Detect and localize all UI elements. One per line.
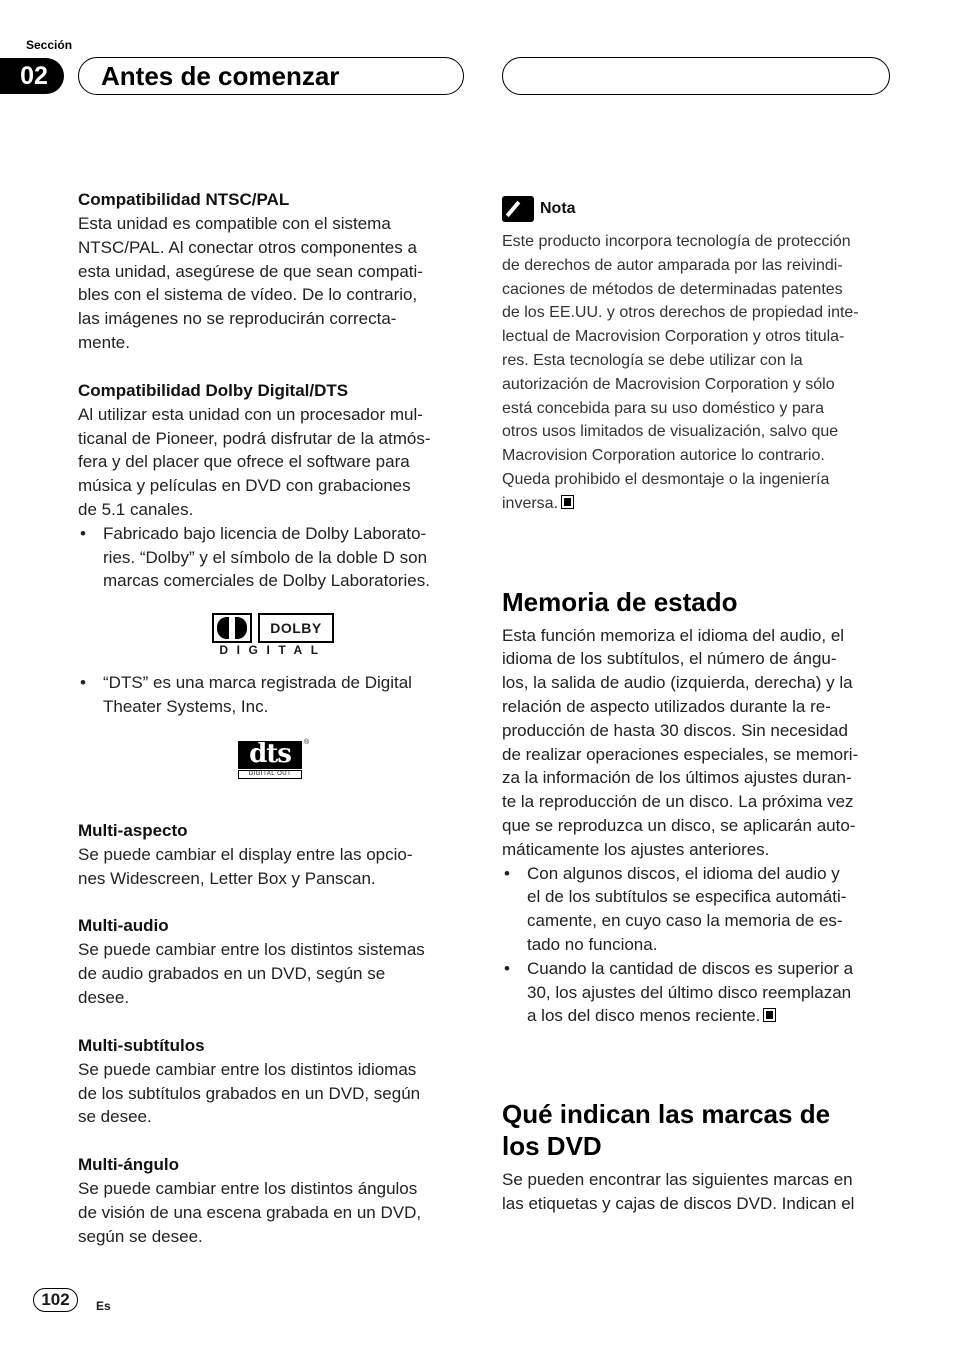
audio-line: de audio grabados en un DVD, según se bbox=[78, 964, 386, 984]
section-title bbox=[78, 57, 464, 95]
section-label: Sección bbox=[26, 38, 73, 52]
ntsc-line: esta unidad, asegúrese de que sean compati- bbox=[78, 261, 423, 281]
bullet-line: 30, los ajustes del último disco reemplazan bbox=[527, 982, 852, 1002]
note-line: res. Esta tecnología se debe utilizar con la bbox=[502, 351, 803, 369]
page-number: 102 bbox=[33, 1288, 78, 1312]
aspect-line: nes Widescreen, Letter Box y Panscan. bbox=[78, 868, 376, 888]
memoria-line: máticamente los ajustes anteriores. bbox=[502, 839, 770, 859]
language-code: Es bbox=[96, 1299, 111, 1313]
spacer bbox=[78, 655, 468, 671]
ntsc-body bbox=[78, 212, 468, 355]
marcas-body bbox=[502, 1168, 894, 1216]
bullet-line: el de los subtítulos se especifica automáti- bbox=[527, 887, 847, 907]
section-number-badge: 02 bbox=[0, 58, 64, 94]
memoria-body bbox=[502, 624, 894, 862]
note-body bbox=[502, 230, 894, 516]
bullet-line: ries. “Dolby” y el símbolo de la doble D son bbox=[103, 547, 428, 567]
dolby-body bbox=[78, 403, 468, 522]
angle-heading: Multi-ángulo bbox=[78, 1155, 180, 1175]
bullet-line: tado no funciona. bbox=[527, 934, 658, 954]
note-line: autorización de Macrovision Corporation y sólo bbox=[502, 375, 835, 393]
angle-line: de visión de una escena grabada en un DVD, bbox=[78, 1202, 422, 1222]
dolby-line: Al utilizar esta unidad con un procesador mul- bbox=[78, 404, 423, 424]
marcas-line: Se pueden encontrar las siguientes marcas en bbox=[502, 1170, 853, 1190]
dts-digital-out-logo bbox=[238, 738, 310, 785]
aspect-body bbox=[78, 843, 468, 891]
note-line: caciones de métodos de determinadas patentes bbox=[502, 280, 843, 298]
bullet-line: marcas comerciales de Dolby Laboratories. bbox=[103, 571, 430, 591]
left-column bbox=[78, 188, 468, 1249]
note-line: está concebida para su uso doméstico y para bbox=[502, 399, 824, 417]
spacer bbox=[78, 785, 468, 819]
heading-line: los DVD bbox=[502, 1131, 602, 1162]
audio-body bbox=[78, 938, 468, 1009]
bullet-line: a los del disco menos reciente. bbox=[527, 1006, 761, 1026]
ntsc-line: mente. bbox=[78, 332, 130, 352]
end-mark-icon bbox=[561, 495, 574, 509]
dolby-line: ticanal de Pioneer, podrá disfrutar de la atmós- bbox=[78, 428, 431, 448]
angle-line: Se puede cambiar entre los distintos ángulos bbox=[78, 1179, 418, 1199]
spacer bbox=[78, 355, 468, 379]
spacer bbox=[78, 1129, 468, 1153]
note-line: Queda prohibido el desmontaje o la ingeniería bbox=[502, 470, 830, 488]
header-empty-pill bbox=[502, 57, 890, 95]
dolby-digital-logo bbox=[212, 613, 334, 658]
memoria-line: te la reproducción de un disco. La próxima vez bbox=[502, 792, 854, 812]
note-label: Nota bbox=[540, 200, 576, 217]
ntsc-line: bles con el sistema de vídeo. De lo contrario, bbox=[78, 285, 418, 305]
audio-heading: Multi-audio bbox=[78, 916, 169, 936]
section-title-text: Antes de comenzar bbox=[101, 60, 340, 91]
dolby-line: música y películas en DVD con grabaciones bbox=[78, 476, 411, 496]
ntsc-line: NTSC/PAL. Al conectar otros componentes a bbox=[78, 237, 417, 257]
registered-mark: ® bbox=[304, 738, 310, 746]
subs-line: de los subtítulos grabados en un DVD, según bbox=[78, 1083, 421, 1103]
note-line: inversa. bbox=[502, 494, 559, 512]
memoria-heading: Memoria de estado bbox=[502, 586, 738, 617]
heading-line: Qué indican las marcas de bbox=[502, 1099, 831, 1130]
dolby-heading: Compatibilidad Dolby Digital/DTS bbox=[78, 380, 349, 400]
subs-body bbox=[78, 1058, 468, 1129]
dts-logo-sub: DIGITAL OUT bbox=[238, 770, 302, 779]
marcas-heading bbox=[502, 1098, 894, 1162]
ntsc-line: Esta unidad es compatible con el sistema bbox=[78, 214, 391, 233]
spacer bbox=[502, 516, 894, 586]
aspect-line: Se puede cambiar el display entre las opcio- bbox=[78, 844, 413, 864]
list-item bbox=[502, 862, 894, 957]
memoria-line: za la información de los últimos ajustes duran- bbox=[502, 768, 852, 788]
dolby-logo-word: DOLBY bbox=[258, 613, 334, 643]
angle-line: según se desee. bbox=[78, 1226, 203, 1246]
memoria-bullets bbox=[502, 862, 894, 1029]
dolby-logo-sub: DIGITAL bbox=[219, 643, 327, 658]
pencil-icon bbox=[502, 196, 534, 222]
bullet-line: • Cuando la cantidad de discos es superior a bbox=[527, 958, 854, 978]
aspect-heading: Multi-aspecto bbox=[78, 820, 188, 840]
spacer bbox=[78, 1010, 468, 1034]
list-item bbox=[78, 522, 468, 593]
dts-bullets bbox=[78, 671, 468, 719]
bullet-line-last bbox=[527, 1004, 894, 1028]
memoria-line: los, la salida de audio (izquierda, derecha) y la bbox=[502, 673, 853, 693]
memoria-line: Esta función memoriza el idioma del audio, el bbox=[502, 625, 845, 645]
ntsc-line: las imágenes no se reproducirán correcta- bbox=[78, 309, 397, 329]
dolby-line: fera y del placer que ofrece el software para bbox=[78, 452, 410, 472]
bullet-line: • “DTS” es una marca registrada de Digital bbox=[103, 673, 412, 693]
note-header bbox=[502, 196, 894, 222]
bullet-line: camente, en cuyo caso la memoria de es- bbox=[527, 911, 843, 931]
note-line: lectual de Macrovision Corporation y otros titula- bbox=[502, 328, 845, 346]
memoria-line: que se reproduzca un disco, se aplicarán auto- bbox=[502, 815, 856, 835]
note-line-last bbox=[502, 492, 894, 516]
right-column bbox=[502, 196, 894, 1216]
subs-line: se desee. bbox=[78, 1107, 152, 1127]
memoria-line: idioma de los subtítulos, el número de ángu- bbox=[502, 649, 837, 669]
spacer bbox=[78, 890, 468, 914]
audio-line: Se puede cambiar entre los distintos sistemas bbox=[78, 940, 425, 960]
bullet-line: Theater Systems, Inc. bbox=[103, 696, 269, 716]
note-line: otros usos limitados de visualización, salvo que bbox=[502, 423, 839, 441]
memoria-line: producción de hasta 30 discos. Sin necesidad bbox=[502, 720, 848, 740]
audio-line: desee. bbox=[78, 987, 130, 1007]
memoria-line: de realizar operaciones especiales, se memori- bbox=[502, 744, 859, 764]
dolby-bullets bbox=[78, 522, 468, 593]
double-d-icon bbox=[212, 613, 252, 643]
end-mark-icon bbox=[763, 1008, 776, 1022]
note-line: Este producto incorpora tecnología de protección bbox=[502, 233, 851, 250]
ntsc-heading: Compatibilidad NTSC/PAL bbox=[78, 190, 290, 209]
bullet-line: • Con algunos discos, el idioma del audio y bbox=[527, 863, 840, 883]
dolby-line: de 5.1 canales. bbox=[78, 499, 194, 519]
list-item bbox=[502, 957, 894, 1028]
subs-line: Se puede cambiar entre los distintos idiomas bbox=[78, 1059, 417, 1079]
note-line: de derechos de autor amparada por las reivindi- bbox=[502, 256, 843, 274]
dts-logo-word: dts bbox=[238, 741, 302, 769]
bullet-line: • Fabricado bajo licencia de Dolby Laborato- bbox=[103, 523, 427, 543]
note-line: Macrovision Corporation autorice lo contrario. bbox=[502, 447, 825, 465]
marcas-line: las etiquetas y cajas de discos DVD. Indican el bbox=[502, 1193, 855, 1213]
note-line: de los EE.UU. y otros derechos de propiedad inte- bbox=[502, 304, 859, 322]
memoria-line: relación de aspecto utilizados durante la re- bbox=[502, 696, 831, 716]
angle-body bbox=[78, 1177, 468, 1248]
spacer bbox=[502, 1028, 894, 1098]
subs-heading: Multi-subtítulos bbox=[78, 1035, 205, 1055]
list-item bbox=[78, 671, 468, 719]
